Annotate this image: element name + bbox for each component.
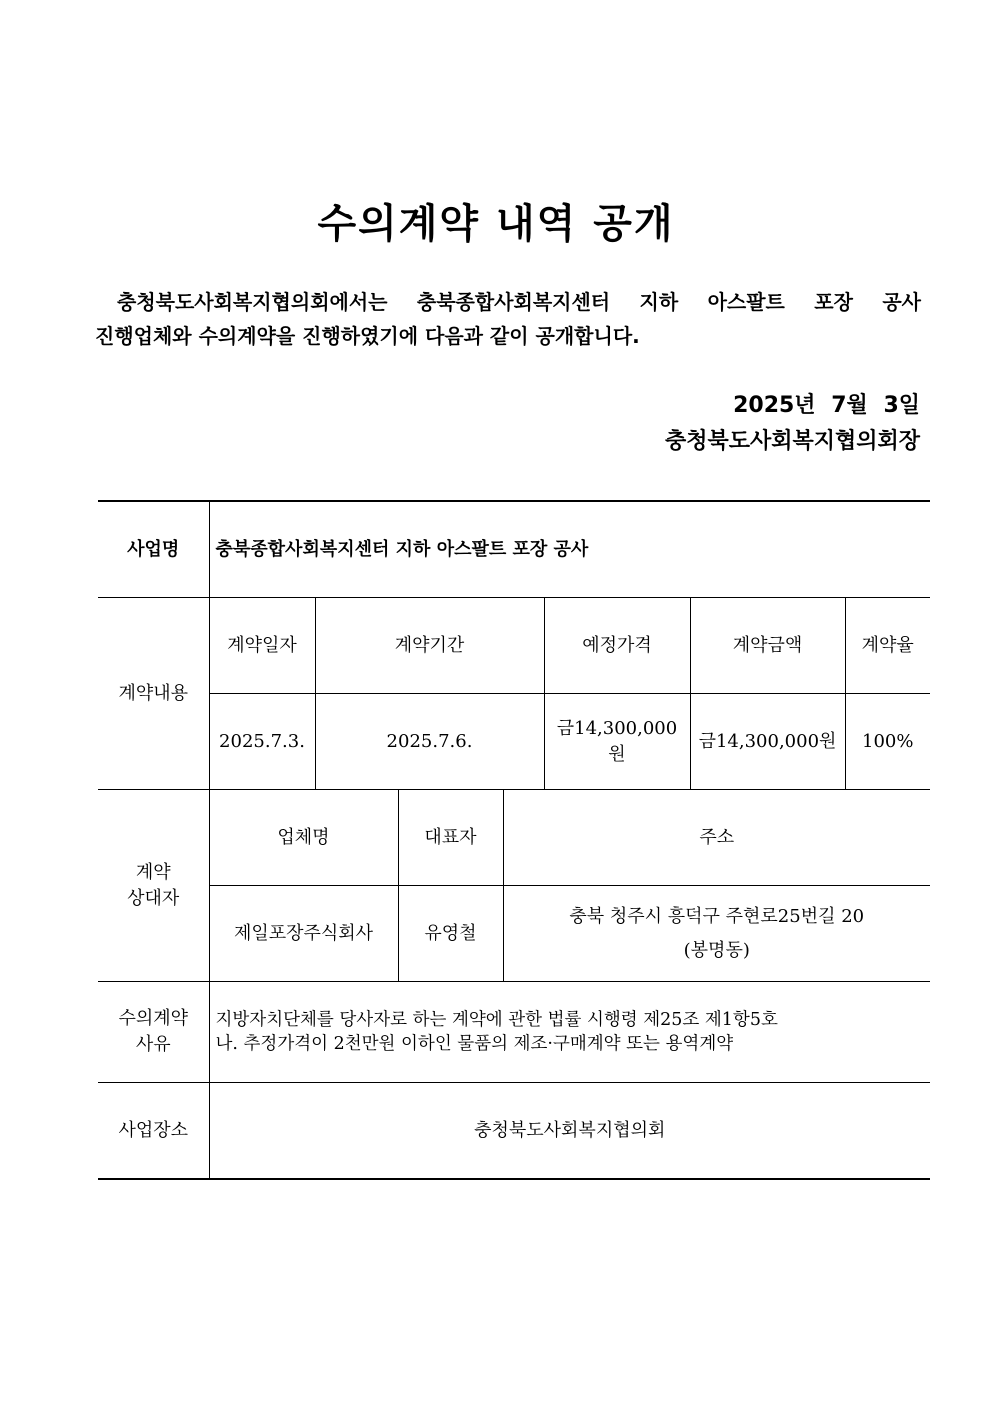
reason-value <box>209 982 930 1083</box>
row-reason <box>98 982 930 1083</box>
value-representative: 유영철 <box>398 886 503 982</box>
header-contract-date: 계약일자 <box>209 598 315 694</box>
value-company: 제일포장주식회사 <box>209 886 398 982</box>
header-contract-period: 계약기간 <box>315 598 544 694</box>
reason-label-line-2: 사유 <box>135 1034 171 1055</box>
project-label: 사업명 <box>98 501 209 598</box>
place-value: 충청북도사회복지협의회 <box>209 1083 930 1180</box>
header-representative: 대표자 <box>398 790 503 886</box>
reason-label <box>98 982 209 1083</box>
reason-label-line-1: 수의계약 <box>118 1008 189 1029</box>
intro-line-2: 진행업체와 수의계약을 진행하였기에 다음과 같이 공개합니다. <box>95 324 640 348</box>
reason-line-1: 지방자치단체를 당사자로 하는 계약에 관한 법률 시행령 제25조 제1항5호 <box>215 1010 778 1030</box>
row-contract-headers <box>98 598 930 694</box>
contract-label: 계약내용 <box>98 598 209 790</box>
header-contract-rate: 계약율 <box>845 598 930 694</box>
value-address <box>503 886 930 982</box>
value-contract-rate: 100% <box>845 694 930 790</box>
page-title: 수의계약 내역 공개 <box>317 201 675 247</box>
header-estimated-price: 예정가격 <box>544 598 690 694</box>
row-party-values <box>98 886 930 982</box>
row-place <box>98 1083 930 1180</box>
row-project <box>98 501 930 598</box>
signature: 충청북도사회복지협의회장 <box>664 429 920 454</box>
value-contract-date: 2025.7.3. <box>209 694 315 790</box>
header-company: 업체명 <box>209 790 398 886</box>
address-line-2: (봉명동) <box>683 939 750 961</box>
value-estimated-price: 금14,300,000원 <box>544 694 690 790</box>
value-contract-period: 2025.7.6. <box>315 694 544 790</box>
party-label-line-2: 상대자 <box>127 887 180 909</box>
place-label: 사업장소 <box>98 1083 209 1180</box>
address-line-1: 충북 청주시 흥덕구 주현로25번길 20 <box>569 905 865 927</box>
row-contract-values <box>98 694 930 790</box>
document-date: 2025년 7월 3일 <box>733 393 920 418</box>
party-label <box>98 790 209 982</box>
party-label-line-1: 계약 <box>135 861 171 883</box>
intro-paragraph <box>95 285 921 353</box>
project-value: 충북종합사회복지센터 지하 아스팔트 포장 공사 <box>209 501 930 598</box>
header-contract-amount: 계약금액 <box>690 598 845 694</box>
intro-line-1: 충청북도사회복지협의회에서는 충북종합사회복지센터 지하 아스팔트 포장 공사 <box>117 290 921 314</box>
contract-table <box>98 500 930 1180</box>
value-contract-amount: 금14,300,000원 <box>690 694 845 790</box>
header-address: 주소 <box>503 790 930 886</box>
row-party-headers <box>98 790 930 886</box>
reason-line-2: 나. 추정가격이 2천만원 이하인 물품의 제조·구매계약 또는 용역계약 <box>215 1034 734 1054</box>
